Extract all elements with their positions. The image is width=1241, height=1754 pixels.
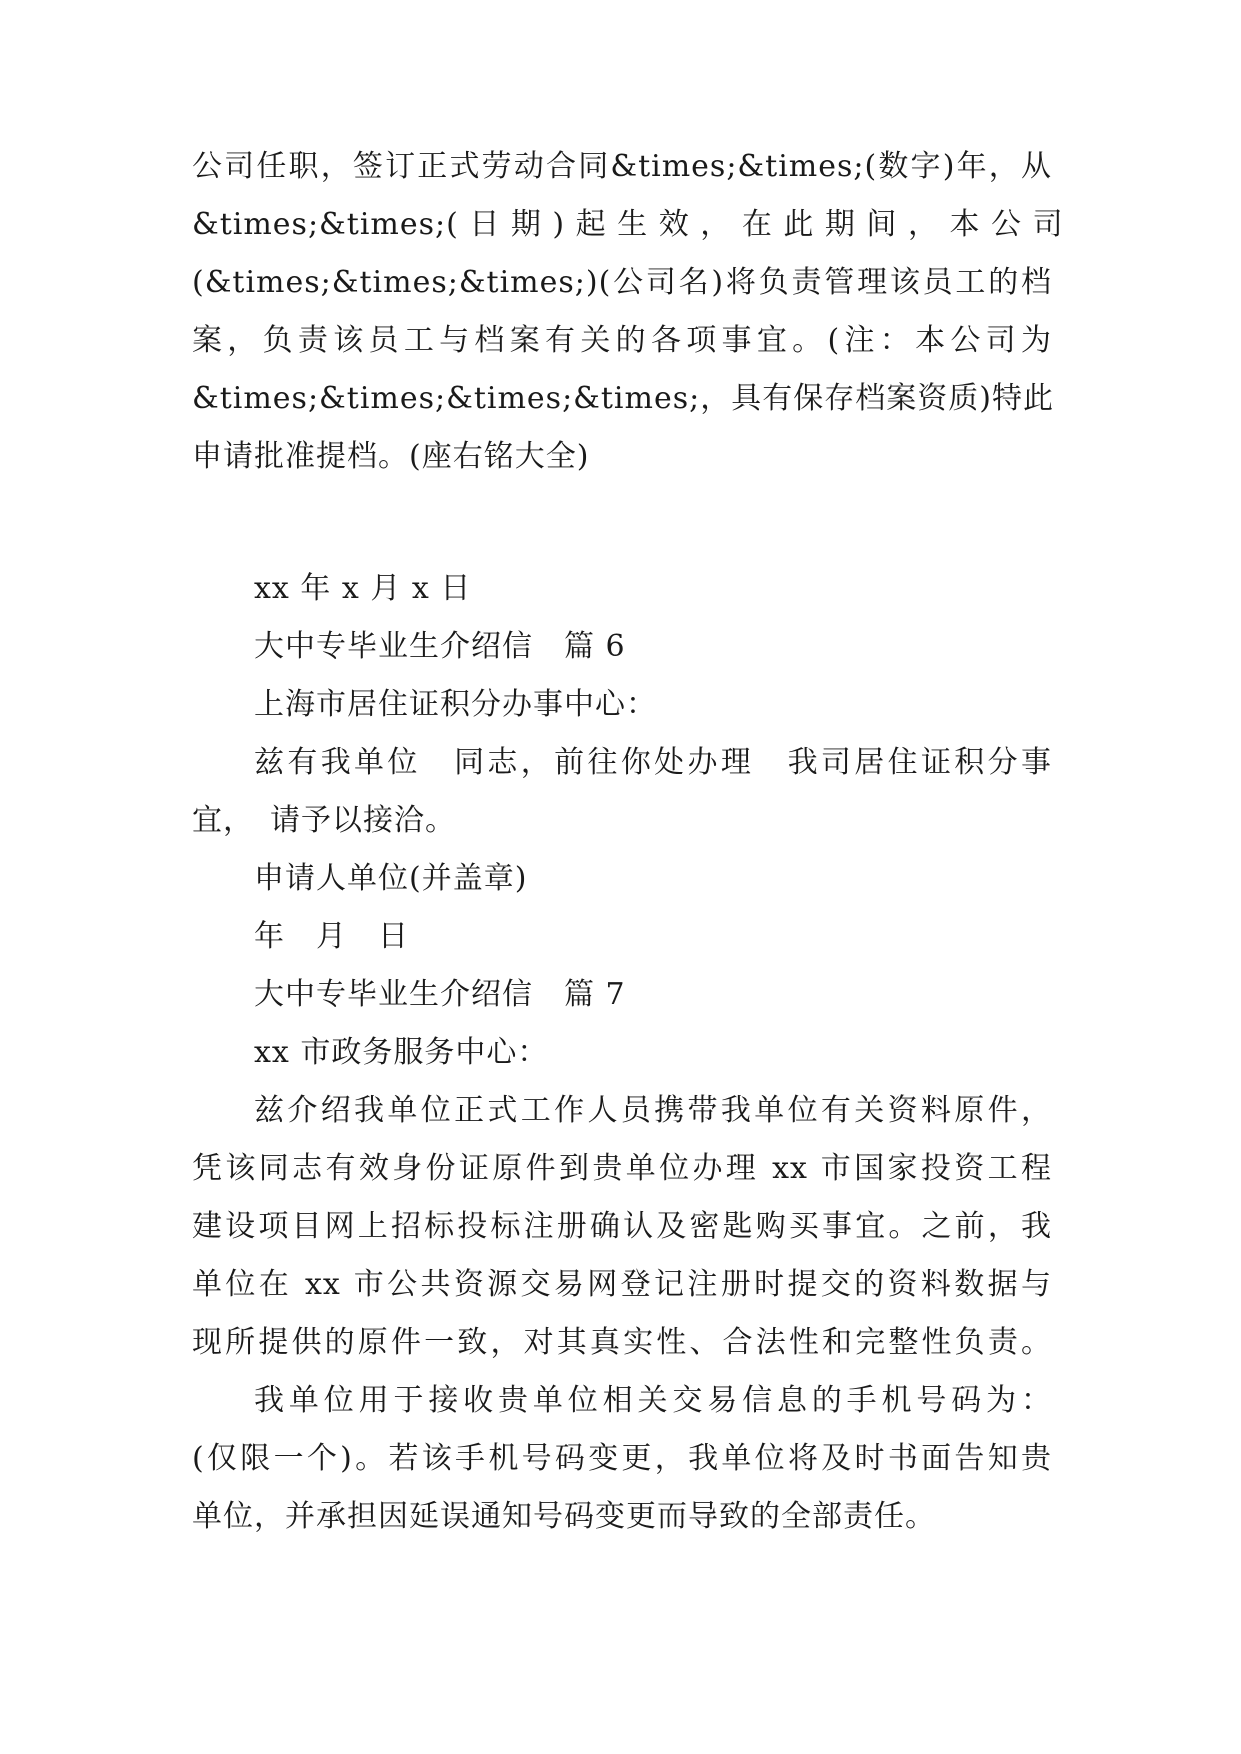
text-line: 现所提供的原件一致，对其真实性、合法性和完整性负责。 [192,1325,1052,1360]
text-line: (&times;&times;&times;)(公司名)将负责管理该员工的档 [192,265,1052,300]
text-line: (仅限一个)。若该手机号码变更，我单位将及时书面告知贵 [192,1441,1052,1476]
text-line: 宜， 请予以接洽。 [192,803,456,838]
text-line: 兹介绍我单位正式工作人员携带我单位有关资料原件， [254,1093,1052,1128]
text-line: 兹有我单位 同志，前往你处办理 我司居住证积分事 [254,745,1052,780]
signature-line: 申请人单位(并盖章) [254,861,528,896]
text-line: 单位，并承担因延误通知号码变更而导致的全部责任。 [192,1499,936,1534]
recipient-line: xx 市政务服务中心： [254,1035,549,1070]
text-block-2 [192,560,1052,1546]
date-line: 年 月 日 [254,919,409,954]
text-line: 凭该同志有效身份证原件到贵单位办理 xx 市国家投资工程 [192,1151,1052,1186]
text-line: 公司任职，签订正式劳动合同&times;&times;(数字)年，从 [192,149,1052,184]
text-line: &times;&times;&times;&times;，具有保存档案资质)特此 [192,381,1054,416]
text-line: 我单位用于接收贵单位相关交易信息的手机号码为： [254,1383,1052,1418]
section-heading: 大中专毕业生介绍信 篇 6 [254,629,626,664]
text-line: 案，负责该员工与档案有关的各项事宜。(注：本公司为 [192,323,1052,358]
text-line: 申请批准提档。(座右铭大全) [192,439,590,474]
recipient-line: 上海市居住证积分办事中心： [254,687,657,722]
date-line: xx 年 x 月 x 日 [254,571,472,606]
text-line: 建设项目网上招标投标注册确认及密匙购买事宜。之前，我 [192,1209,1052,1244]
text-line: &times;&times;( 日 期 ) 起 生 效 ， 在 此 期 间 ， 本 公 司 [192,207,1064,242]
section-heading: 大中专毕业生介绍信 篇 7 [254,977,626,1012]
text-block-1 [192,138,1064,486]
text-line: 单位在 xx 市公共资源交易网登记注册时提交的资料数据与 [192,1267,1052,1302]
